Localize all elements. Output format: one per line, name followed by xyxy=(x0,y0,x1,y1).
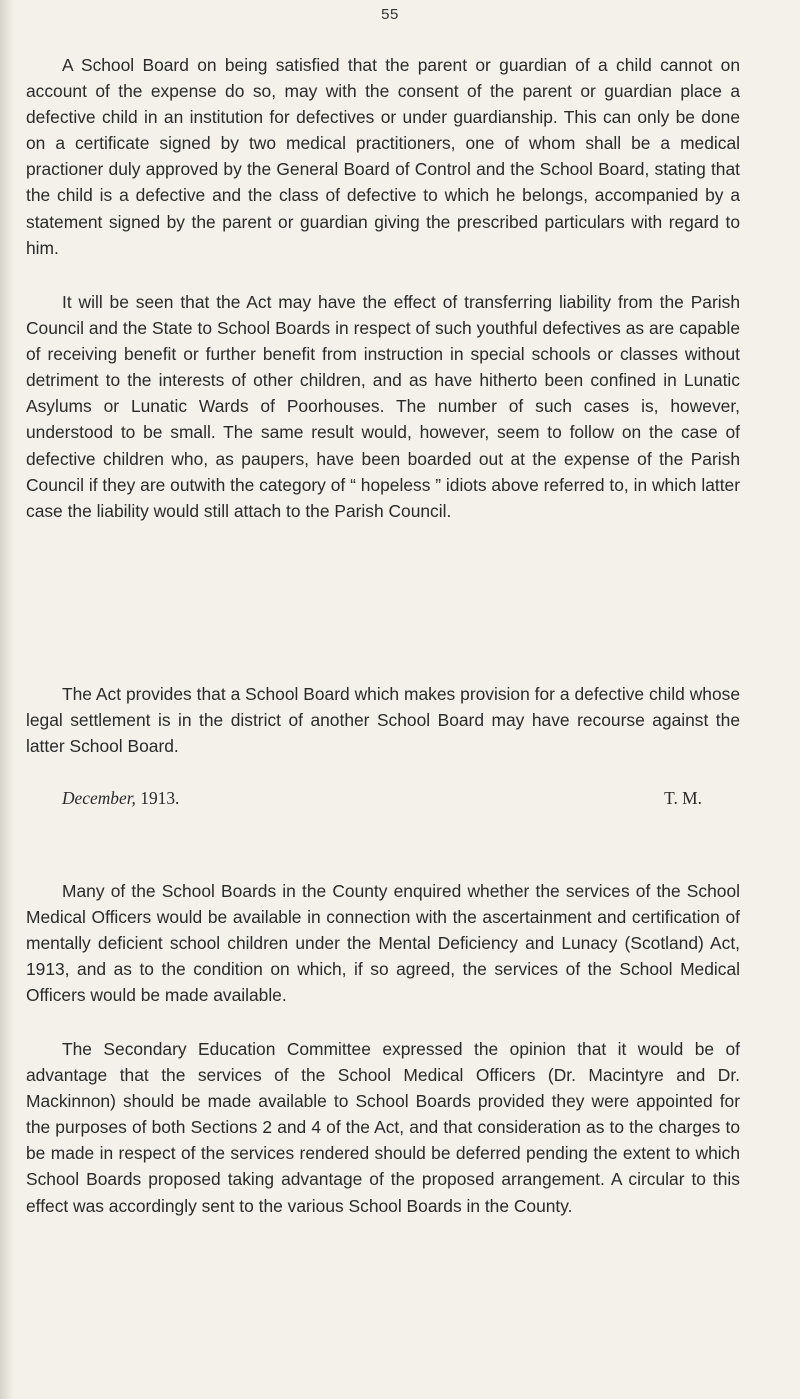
signature-date-month: December, xyxy=(62,788,136,808)
signature-initials: T. M. xyxy=(664,788,702,808)
paragraph-recourse: The Act provides that a School Board which makes provision for a defective child whose legal settlement is in the district of another School Board may have recourse against the latter School Board. xyxy=(26,684,740,757)
paragraph-transfer-liability: It will be seen that the Act may have the effect of transferring liability from the Parish Council and the State to School Boards in respect of such youthful defectives as are capable of receiving benefit or further benefit from instruction in special schools or classes without detriment to the interests of other children, and as have hitherto been confined in Lunatic Asylums or Lunatic Wards of Poorhouses. The number of such cases is, however, understood to be small. The same result would, however, seem to follow on the case of defective children who, as paupers, have been boarded out at the expense of the Parish Council if they are outwith the category of “ hopeless ” idiots above referred to, in which latter case the liability would still attach to the Parish Council. xyxy=(26,292,740,521)
paragraph-committee-opinion: The Secondary Education Committee expressed the opinion that it would be of advantage that the services of the School Medical Officers (Dr. Macintyre and Dr. Mackinnon) should be made available to School Boards provided they were appointed for the purposes of both Sections 2 and 4 of the Act, and that consideration as to the charges to be made in respect of the services rendered should be deferred pending the extent to which School Boards proposed taking advantage of the proposed arrangement. A circular to this effect was accordingly sent to the various School Boards in the County. xyxy=(26,1039,740,1216)
signature-block xyxy=(62,785,702,811)
paragraph-school-board-placement: A School Board on being satisfied that the parent or guardian of a child cannot on account of the expense do so, may with the consent of the parent or guardian place a defective child in an institution for defectives or under guardianship. This can only be done on a certificate signed by two medical practitioners, one of whom shall be a medical practioner duly approved by the General Board of Control and the School Board, stating that the child is a defective and the class of defective to which he belongs, accompanied by a statement signed by the parent or guardian giving the prescribed particulars with regard to him. xyxy=(26,55,740,258)
page-number: 55 xyxy=(381,6,399,23)
signature-date-year: 1913. xyxy=(140,788,180,808)
paragraph-medical-officers-enquiry: Many of the School Boards in the County enquired whether the services of the School Medical Officers would be available in connection with the ascertainment and certification of mentally deficient school children under the Mental Deficiency and Lunacy (Scotland) Act, 1913, and as to the condition on which, if so agreed, the services of the School Medical Officers would be made available. xyxy=(26,881,740,1006)
signature-date xyxy=(62,788,179,808)
page-binding-shadow xyxy=(0,0,14,1399)
